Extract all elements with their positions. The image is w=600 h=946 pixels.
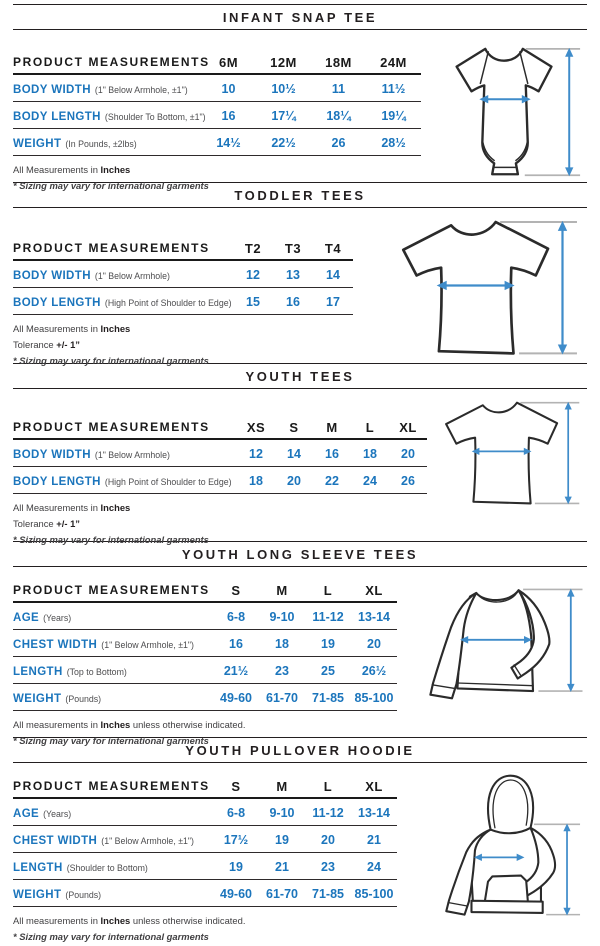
hoodie-illustration	[435, 767, 587, 923]
measurement-value: 20	[287, 473, 301, 488]
measurement-value: 71-85	[312, 690, 344, 705]
size-column-header: L	[365, 419, 375, 435]
measurement-name: BODY WIDTH	[13, 448, 91, 461]
measurement-value: 12	[249, 446, 263, 461]
measurement-detail: (1" Below Armhole, ±1")	[101, 835, 194, 846]
size-column-header: M	[276, 582, 288, 598]
measurement-value: 13-14	[358, 609, 390, 624]
note-text: Inches	[100, 915, 131, 926]
size-column-header: S	[289, 419, 299, 435]
table-row	[13, 75, 421, 102]
table-row	[13, 826, 397, 853]
measurement-value: 17¼	[271, 108, 296, 123]
measurement-value: 85-100	[354, 690, 394, 705]
measurement-name: CHEST WIDTH	[13, 638, 98, 651]
measurement-value: 18¼	[326, 108, 351, 123]
measurements-table	[13, 774, 397, 946]
note-text: * Sizing may vary for international garments	[13, 735, 209, 747]
size-chart-section	[0, 363, 600, 546]
size-column-header: L	[323, 778, 333, 794]
note-line	[13, 338, 353, 352]
measurement-value: 20	[367, 636, 381, 651]
note-text: * Sizing may vary for international garments	[13, 931, 209, 943]
table-header-label: PRODUCT MEASUREMENTS	[13, 583, 210, 597]
measurement-label-cell	[13, 635, 213, 653]
note-text: Inches	[100, 502, 131, 513]
measurement-value: 26½	[361, 663, 387, 678]
measurement-value: 17½	[223, 832, 249, 847]
table-header-label: PRODUCT MEASUREMENTS	[13, 241, 210, 255]
measurement-label-cell	[13, 885, 213, 903]
measurement-value: 19	[229, 859, 243, 874]
note-line	[13, 914, 397, 928]
measurement-value: 10½	[271, 81, 296, 96]
table-body	[13, 75, 421, 156]
measurements-table	[13, 415, 427, 549]
note-line	[13, 930, 397, 944]
measurement-label-cell	[13, 662, 213, 680]
measurement-detail: (Years)	[43, 808, 72, 819]
size-column-header: XL	[365, 582, 383, 598]
table-row	[13, 799, 397, 826]
note-text: All measurements in	[13, 719, 101, 730]
measurement-value: 11-12	[312, 609, 344, 624]
measurement-label-cell	[13, 445, 237, 463]
measurement-value: 16	[229, 636, 243, 651]
table-notes	[13, 914, 397, 944]
size-column-header: 6M	[218, 54, 239, 70]
measurement-value: 9-10	[269, 805, 295, 820]
measurements-table	[13, 578, 397, 750]
measurement-detail: (High Point of Shoulder to Edge)	[104, 476, 232, 487]
measurement-value: 49-60	[220, 886, 252, 901]
measurement-value: 61-70	[266, 690, 298, 705]
size-column-header: T4	[324, 240, 342, 256]
measurement-value: 18	[275, 636, 289, 651]
measurement-value: 6-8	[226, 805, 246, 820]
measurement-detail: (1" Below Armhole)	[94, 449, 170, 460]
size-column-header: M	[276, 778, 288, 794]
measurement-name: WEIGHT	[13, 888, 62, 901]
section-title: YOUTH LONG SLEEVE TEES	[181, 547, 419, 562]
measurement-name: WEIGHT	[13, 692, 62, 705]
table-row	[13, 603, 397, 630]
measurement-value: 6-8	[226, 609, 246, 624]
size-column-header: L	[323, 582, 333, 598]
table-row	[13, 129, 421, 156]
measurement-value: 21	[367, 832, 381, 847]
measurement-value: 18	[249, 473, 263, 488]
note-text: Inches	[100, 719, 131, 730]
measurement-label-cell	[13, 831, 213, 849]
table-notes	[13, 322, 353, 368]
note-text: Inches	[100, 323, 131, 334]
measurement-value: 85-100	[354, 886, 394, 901]
tee-illustration	[381, 212, 587, 379]
measurement-detail: (Years)	[43, 612, 72, 623]
table-header-label: PRODUCT MEASUREMENTS	[13, 420, 210, 434]
measurement-value: 23	[321, 859, 335, 874]
table-header-row	[13, 236, 353, 261]
measurement-value: 19	[321, 636, 335, 651]
measurement-value: 24	[363, 473, 377, 488]
table-header-row	[13, 50, 421, 75]
table-notes	[13, 501, 427, 547]
measurements-table	[13, 236, 353, 370]
size-column-header: 24M	[380, 54, 407, 70]
measurement-label-cell	[13, 608, 213, 626]
table-row	[13, 630, 397, 657]
note-text: All Measurements in	[13, 323, 101, 334]
measurement-detail: (Pounds)	[65, 693, 102, 704]
table-row	[13, 657, 397, 684]
measurement-value: 11½	[381, 81, 406, 96]
measurement-name: CHEST WIDTH	[13, 834, 98, 847]
section-content	[0, 30, 600, 195]
measurement-name: WEIGHT	[13, 137, 62, 150]
table-body	[13, 799, 397, 907]
measurement-value: 71-85	[312, 886, 344, 901]
note-text: unless otherwise indicated.	[130, 915, 246, 926]
section-title-banner	[13, 4, 587, 30]
measurement-value: 11	[331, 81, 346, 96]
note-line	[13, 533, 427, 547]
size-column-header: S	[231, 582, 241, 598]
measurement-value: 26	[331, 135, 346, 150]
measurement-value: 16	[286, 294, 300, 309]
measurement-value: 21	[275, 859, 289, 874]
tee-illustration	[429, 395, 587, 523]
note-text: All Measurements in	[13, 164, 101, 175]
measurement-detail: (1" Below Armhole, ±1")	[94, 84, 188, 95]
measurement-value: 9-10	[269, 609, 295, 624]
measurement-label-cell	[13, 107, 206, 125]
note-text: * Sizing may vary for international garments	[13, 355, 209, 367]
size-column-header: T2	[244, 240, 262, 256]
section-title: INFANT SNAP TEE	[222, 10, 378, 25]
section-content	[0, 208, 600, 379]
table-header-label: PRODUCT MEASUREMENTS	[13, 55, 210, 69]
measurement-value: 21½	[223, 663, 249, 678]
longsleeve-tee-illustration	[425, 575, 587, 719]
size-column-header: T3	[284, 240, 302, 256]
size-column-header: XL	[399, 419, 417, 435]
size-column-header: M	[326, 419, 338, 435]
measurement-value: 61-70	[266, 886, 298, 901]
measurement-value: 13-14	[358, 805, 390, 820]
measurement-label-cell	[13, 293, 233, 311]
measurement-name: AGE	[13, 807, 40, 820]
note-line	[13, 322, 353, 336]
measurement-detail: (Top to Bottom)	[66, 666, 127, 677]
size-column-header: XL	[365, 778, 383, 794]
measurement-label-cell	[13, 689, 213, 707]
measurement-value: 23	[275, 663, 289, 678]
sections-container	[0, 4, 600, 943]
garment-illustration	[429, 395, 587, 523]
measurement-value: 17	[326, 294, 340, 309]
measurement-label-cell	[13, 804, 213, 822]
garment-illustration	[425, 575, 587, 719]
note-text: Inches	[100, 164, 131, 175]
note-text: Tolerance	[13, 518, 57, 530]
measurement-detail: (In Pounds, ±2lbs)	[65, 138, 137, 149]
measurement-value: 20	[401, 446, 415, 461]
note-line	[13, 718, 397, 732]
note-line	[13, 163, 421, 177]
table-body	[13, 440, 427, 494]
measurement-value: 14	[287, 446, 301, 461]
note-line	[13, 354, 353, 368]
measurement-detail: (Shoulder To Bottom, ±1")	[104, 111, 206, 122]
measurement-label-cell	[13, 266, 233, 284]
measurement-name: BODY LENGTH	[13, 296, 101, 309]
measurement-value: 13	[286, 267, 300, 282]
measurement-name: BODY LENGTH	[13, 110, 101, 123]
measurement-value: 24	[367, 859, 381, 874]
note-text: * Sizing may vary for international garments	[13, 534, 209, 546]
note-line	[13, 501, 427, 515]
section-content	[0, 389, 600, 549]
measurement-value: 10	[221, 81, 236, 96]
onesie-illustration	[429, 36, 587, 184]
measurement-value: 19¼	[381, 108, 406, 123]
garment-illustration	[429, 36, 587, 184]
measurement-value: 49-60	[220, 690, 252, 705]
measurement-value: 16	[221, 108, 236, 123]
measurement-value: 26	[401, 473, 415, 488]
note-text: All measurements in	[13, 915, 101, 926]
measurement-detail: (Shoulder to Bottom)	[66, 862, 148, 873]
note-text: +/- 1”	[56, 339, 80, 351]
note-text: Tolerance	[13, 339, 57, 351]
measurement-value: 14	[326, 267, 340, 282]
table-row	[13, 684, 397, 711]
note-line	[13, 517, 427, 531]
measurement-value: 22	[325, 473, 339, 488]
measurement-value: 18	[363, 446, 377, 461]
size-chart-section	[0, 182, 600, 367]
size-column-header: 12M	[270, 54, 297, 70]
table-row	[13, 853, 397, 880]
table-row	[13, 102, 421, 129]
measurement-value: 22½	[271, 135, 296, 150]
measurement-value: 19	[275, 832, 289, 847]
table-row	[13, 440, 427, 467]
measurement-value: 11-12	[312, 805, 344, 820]
measurement-name: AGE	[13, 611, 40, 624]
table-row	[13, 467, 427, 494]
section-title: YOUTH PULLOVER HOODIE	[185, 743, 415, 758]
measurement-label-cell	[13, 472, 237, 490]
measurement-detail: (1" Below Armhole)	[94, 270, 170, 281]
measurement-value: 15	[246, 294, 260, 309]
section-content	[0, 763, 600, 946]
measurement-value: 16	[325, 446, 339, 461]
measurement-detail: (1" Below Armhole, ±1")	[101, 639, 194, 650]
measurement-detail: (Pounds)	[65, 889, 102, 900]
measurement-label-cell	[13, 858, 213, 876]
table-row	[13, 880, 397, 907]
garment-illustration	[435, 767, 587, 923]
table-header-row	[13, 774, 397, 799]
note-text: All Measurements in	[13, 502, 101, 513]
size-column-header: XS	[246, 419, 266, 435]
size-column-header: 18M	[325, 54, 352, 70]
size-chart-section	[0, 737, 600, 943]
table-row	[13, 261, 353, 288]
section-title: TODDLER TEES	[234, 188, 366, 203]
measurement-name: BODY WIDTH	[13, 83, 91, 96]
measurement-value: 25	[321, 663, 335, 678]
measurement-value: 28½	[381, 135, 406, 150]
section-title: YOUTH TEES	[245, 369, 355, 384]
section-content	[0, 567, 600, 750]
measurement-value: 14½	[216, 135, 241, 150]
note-text: +/- 1”	[56, 518, 80, 530]
measurement-value: 12	[246, 267, 260, 282]
size-chart-section	[0, 541, 600, 747]
table-header-label: PRODUCT MEASUREMENTS	[13, 779, 210, 793]
note-text: unless otherwise indicated.	[130, 719, 246, 730]
garment-illustration	[381, 212, 587, 379]
size-chart-section	[0, 4, 600, 192]
note-text: * Sizing may vary for international garments	[13, 180, 209, 192]
table-header-row	[13, 578, 397, 603]
measurement-name: LENGTH	[13, 665, 63, 678]
size-column-header: S	[231, 778, 241, 794]
table-body	[13, 261, 353, 315]
measurement-value: 20	[321, 832, 335, 847]
measurement-label-cell	[13, 80, 201, 98]
table-header-row	[13, 415, 427, 440]
table-body	[13, 603, 397, 711]
measurements-table	[13, 50, 421, 195]
measurement-detail: (High Point of Shoulder to Edge)	[104, 297, 232, 308]
measurement-name: LENGTH	[13, 861, 63, 874]
measurement-name: BODY WIDTH	[13, 269, 91, 282]
table-row	[13, 288, 353, 315]
measurement-name: BODY LENGTH	[13, 475, 101, 488]
measurement-label-cell	[13, 134, 201, 152]
